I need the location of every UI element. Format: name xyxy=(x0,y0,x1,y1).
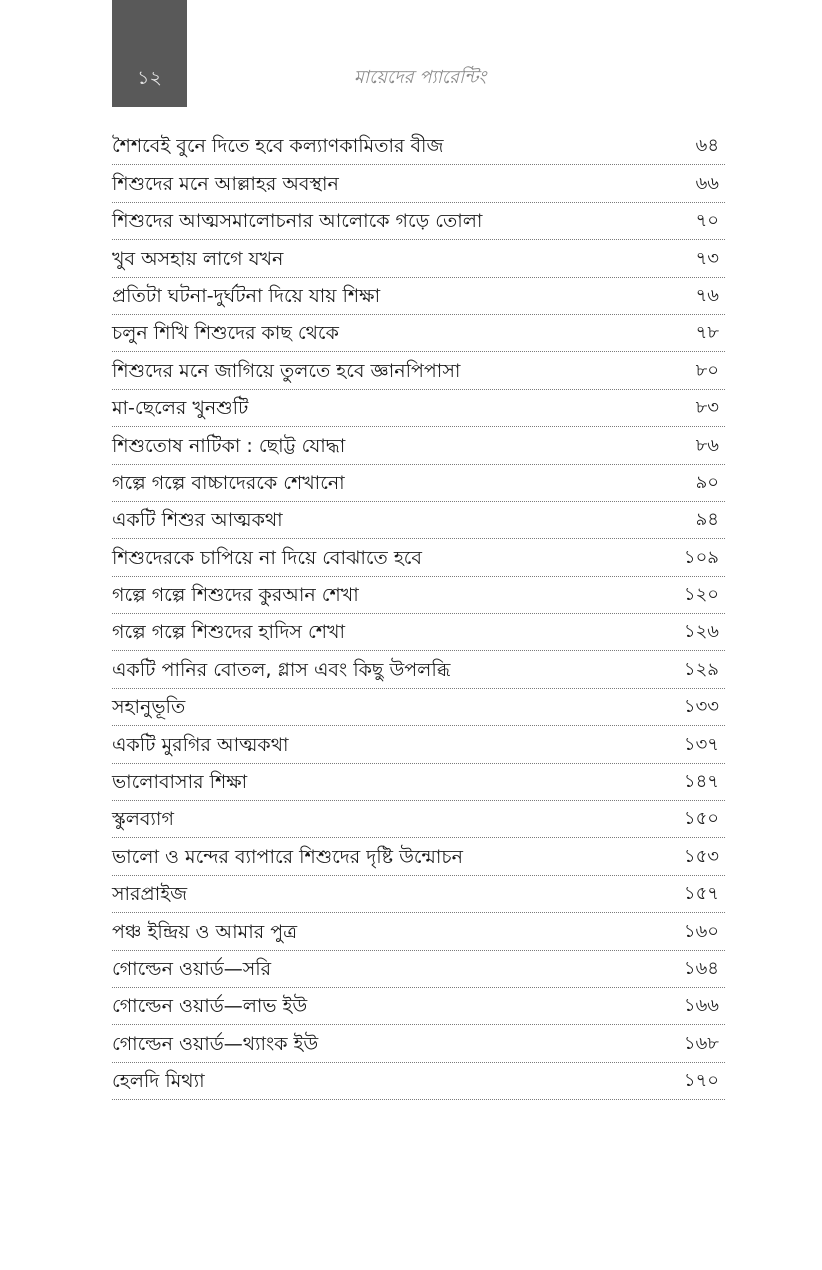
toc-entry-page: ৭৮ xyxy=(695,322,719,344)
toc-entry[interactable] xyxy=(112,539,725,576)
toc-entry-title: একটি পানির বোতল, গ্লাস এবং কিছু উপলব্ধি xyxy=(112,658,451,681)
toc-entry-title: খুব অসহায় লাগে যখন xyxy=(112,247,284,270)
toc-entry-title: গোল্ডেন ওয়ার্ড—লাভ ইউ xyxy=(112,995,308,1018)
toc-entry[interactable] xyxy=(112,689,725,726)
page-number-box xyxy=(112,0,187,107)
toc-entry-page: ১০৯ xyxy=(683,546,719,568)
toc-entry-page: ১৩৭ xyxy=(683,733,719,755)
toc-entry-title: হেলদি মিথ্যা xyxy=(112,1070,205,1093)
toc-entry-title: শিশুদের মনে আল্লাহর অবস্থান xyxy=(112,172,339,195)
toc-entry-page: ১৬৬ xyxy=(683,995,719,1017)
toc-entry[interactable] xyxy=(112,278,725,315)
toc-entry-page: ১২৯ xyxy=(683,658,719,680)
toc-entry[interactable] xyxy=(112,876,725,913)
toc-entry-page: ১৫০ xyxy=(683,808,719,830)
toc-entry-page: ১৩৩ xyxy=(683,696,719,718)
toc-entry-page: ৮০ xyxy=(695,359,719,381)
toc-entry[interactable] xyxy=(112,577,725,614)
toc-entry[interactable] xyxy=(112,427,725,464)
toc-entry[interactable] xyxy=(112,838,725,875)
toc-entry-page: ১৫৩ xyxy=(683,845,719,867)
toc-entry-title: ভালোবাসার শিক্ষা xyxy=(112,771,248,794)
toc-entry-title: গল্পে গল্পে শিশুদের হাদিস শেখা xyxy=(112,621,345,644)
toc-entry-title: ভালো ও মন্দের ব্যাপারে শিশুদের দৃষ্টি উন্মোচন xyxy=(112,845,463,868)
toc-entry[interactable] xyxy=(112,390,725,427)
toc-entry-page: ৭০ xyxy=(695,210,719,232)
toc-entry[interactable] xyxy=(112,128,725,165)
toc-entry-title: প্রতিটা ঘটনা-দুর্ঘটনা দিয়ে যায় শিক্ষা xyxy=(112,284,381,307)
toc-entry-title: গোল্ডেন ওয়ার্ড—থ্যাংক ইউ xyxy=(112,1032,319,1055)
toc-entry[interactable] xyxy=(112,352,725,389)
toc-entry-page: ১৭০ xyxy=(683,1070,719,1092)
running-header-title: মায়েদের প্যারেন্টিং xyxy=(353,67,487,88)
toc-entry-page: ১৬৮ xyxy=(683,1032,719,1054)
toc-entry-title: সহানুভূতি xyxy=(112,696,186,719)
toc-entry[interactable] xyxy=(112,240,725,277)
toc-entry[interactable] xyxy=(112,988,725,1025)
toc-entry-title: গোল্ডেন ওয়ার্ড—সরি xyxy=(112,957,272,980)
toc-entry-page: ১৬৪ xyxy=(683,957,719,979)
toc-entry-title: চলুন শিখি শিশুদের কাছ থেকে xyxy=(112,322,339,345)
toc-entry-title: সারপ্রাইজ xyxy=(112,883,188,906)
toc-entry-page: ৮৬ xyxy=(695,434,719,456)
toc-entry-page: ৬৬ xyxy=(695,172,719,194)
toc-entry-title: শিশুদেরকে চাপিয়ে না দিয়ে বোঝাতে হবে xyxy=(112,546,423,569)
toc-entry[interactable] xyxy=(112,951,725,988)
toc-entry[interactable] xyxy=(112,1025,725,1062)
toc-entry-title: একটি শিশুর আত্মকথা xyxy=(112,509,283,532)
toc-entry-title: শিশুতোষ নাটিকা : ছোট্ট যোদ্ধা xyxy=(112,434,346,457)
toc-entry[interactable] xyxy=(112,726,725,763)
toc-entry-title: পঞ্চ ইন্দ্রিয় ও আমার পুত্র xyxy=(112,920,298,943)
toc-entry-page: ৭৩ xyxy=(695,247,719,269)
toc-entry-title: গল্পে গল্পে বাচ্চাদেরকে শেখানো xyxy=(112,471,345,494)
toc-entry-page: ১২৬ xyxy=(683,621,719,643)
toc-entry-page: ৬৪ xyxy=(695,135,719,157)
toc-entry[interactable] xyxy=(112,801,725,838)
toc-entry-page: ৮৩ xyxy=(695,397,719,419)
toc-entry[interactable] xyxy=(112,1063,725,1100)
toc-entry[interactable] xyxy=(112,465,725,502)
toc-entry-page: ১৫৭ xyxy=(683,883,719,905)
toc-entry[interactable] xyxy=(112,165,725,202)
toc-entry-page: ১৪৭ xyxy=(683,771,719,793)
toc-entry-title: মা-ছেলের খুনশুটি xyxy=(112,397,249,420)
toc-entry-page: ৭৬ xyxy=(695,284,719,306)
toc-entry[interactable] xyxy=(112,614,725,651)
toc-entry[interactable] xyxy=(112,651,725,688)
toc-entry[interactable] xyxy=(112,502,725,539)
toc-entry-page: ৯৪ xyxy=(695,509,719,531)
table-of-contents xyxy=(112,128,725,1100)
toc-entry[interactable] xyxy=(112,315,725,352)
toc-entry-title: শৈশবেই বুনে দিতে হবে কল্যাণকামিতার বীজ xyxy=(112,135,444,158)
toc-entry[interactable] xyxy=(112,913,725,950)
toc-entry-title: শিশুদের আত্মসমালোচনার আলোকে গড়ে তোলা xyxy=(112,210,483,233)
toc-entry-title: স্কুলব্যাগ xyxy=(112,808,174,831)
toc-entry[interactable] xyxy=(112,764,725,801)
toc-entry-page: ১২০ xyxy=(683,584,719,606)
toc-entry-title: একটি মুরগির আত্মকথা xyxy=(112,733,289,756)
toc-entry-page: ৯০ xyxy=(695,471,719,493)
toc-entry-title: গল্পে গল্পে শিশুদের কুরআন শেখা xyxy=(112,584,359,607)
toc-entry[interactable] xyxy=(112,203,725,240)
page-number: ১২ xyxy=(137,67,162,89)
toc-entry-title: শিশুদের মনে জাগিয়ে তুলতে হবে জ্ঞানপিপাসা xyxy=(112,359,461,382)
toc-entry-page: ১৬০ xyxy=(683,920,719,942)
